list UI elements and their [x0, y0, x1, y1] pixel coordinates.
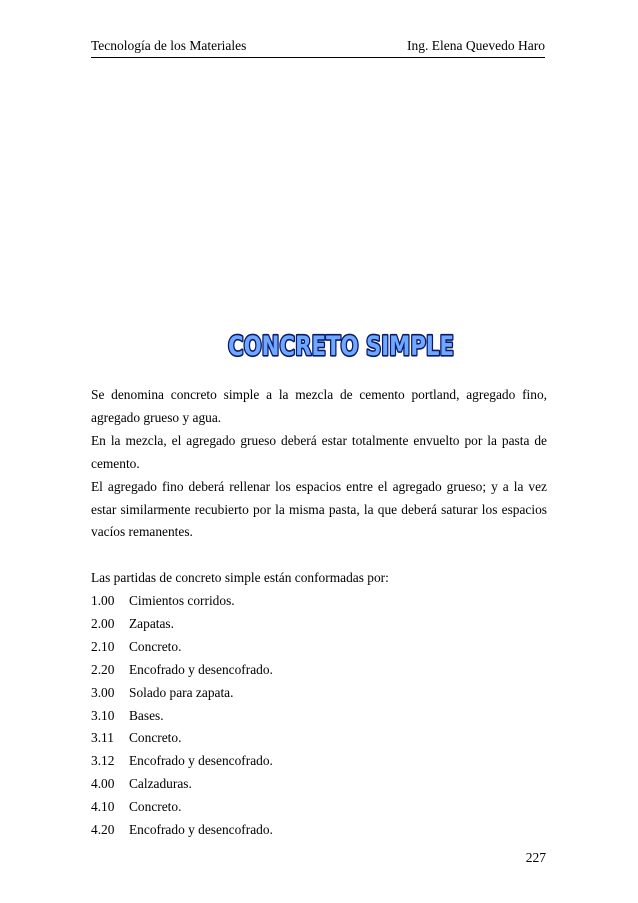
header-course-title: Tecnología de los Materiales — [91, 38, 247, 53]
header-author: Ing. Elena Quevedo Haro — [407, 38, 545, 53]
wordart-title — [226, 326, 456, 362]
list-item — [91, 773, 547, 796]
list-item — [91, 819, 547, 842]
list-item-number: 4.00 — [91, 776, 115, 792]
list-item-number: 1.00 — [91, 593, 115, 609]
list-item-text: Concreto. — [129, 638, 182, 654]
list-item-text: Encofrado y desencofrado. — [129, 822, 273, 838]
list-item — [91, 796, 547, 819]
list-item-text: Concreto. — [129, 730, 182, 746]
list-intro: Las partidas de concreto simple están conformadas por: — [91, 570, 389, 586]
list-item-number: 3.12 — [91, 753, 115, 769]
list-item-number: 4.10 — [91, 799, 115, 815]
list-item-text: Calzaduras. — [129, 776, 192, 792]
list-item — [91, 590, 547, 613]
list-item — [91, 636, 547, 659]
items-list — [91, 590, 547, 842]
paragraph-coarse-aggregate: En la mezcla, el agregado grueso deberá estar totalmente envuelto por la pasta de cemento. — [91, 432, 547, 471]
list-item-text: Bases. — [129, 707, 164, 723]
page-number: 227 — [525, 850, 546, 865]
list-item — [91, 705, 547, 728]
list-item-text: Solado para zapata. — [129, 684, 234, 700]
list-item-number: 4.20 — [91, 822, 115, 838]
list-item-number: 2.10 — [91, 638, 115, 654]
list-item-number: 2.20 — [91, 661, 115, 677]
list-item-number: 3.00 — [91, 684, 115, 700]
list-item-text: Encofrado y desencofrado. — [129, 661, 273, 677]
list-item — [91, 727, 547, 750]
list-item-text: Concreto. — [129, 799, 182, 815]
list-item — [91, 682, 547, 705]
paragraph-fine-aggregate: El agregado fino deberá rellenar los espacios entre el agregado grueso; y a la vez estar similarmente recubierto por la misma pasta, la que deberá saturar los espacios vacíos remanentes. — [91, 478, 547, 540]
list-item — [91, 659, 547, 682]
list-item — [91, 613, 547, 636]
list-item-text: Encofrado y desencofrado. — [129, 753, 273, 769]
page-header — [91, 37, 545, 58]
list-item-number: 3.10 — [91, 707, 115, 723]
wordart-title-text: CONCRETO SIMPLE — [228, 331, 454, 362]
list-item-text: Cimientos corridos. — [129, 593, 235, 609]
wordart-title-graphic — [226, 326, 456, 362]
document-body — [91, 384, 547, 842]
list-item-number: 2.00 — [91, 616, 115, 632]
list-item-number: 3.11 — [91, 730, 114, 746]
paragraph-definition: Se denomina concreto simple a la mezcla de cemento portland, agregado fino, agregado grueso y agua. — [91, 387, 547, 425]
list-item-text: Zapatas. — [129, 616, 174, 632]
list-item — [91, 750, 547, 773]
